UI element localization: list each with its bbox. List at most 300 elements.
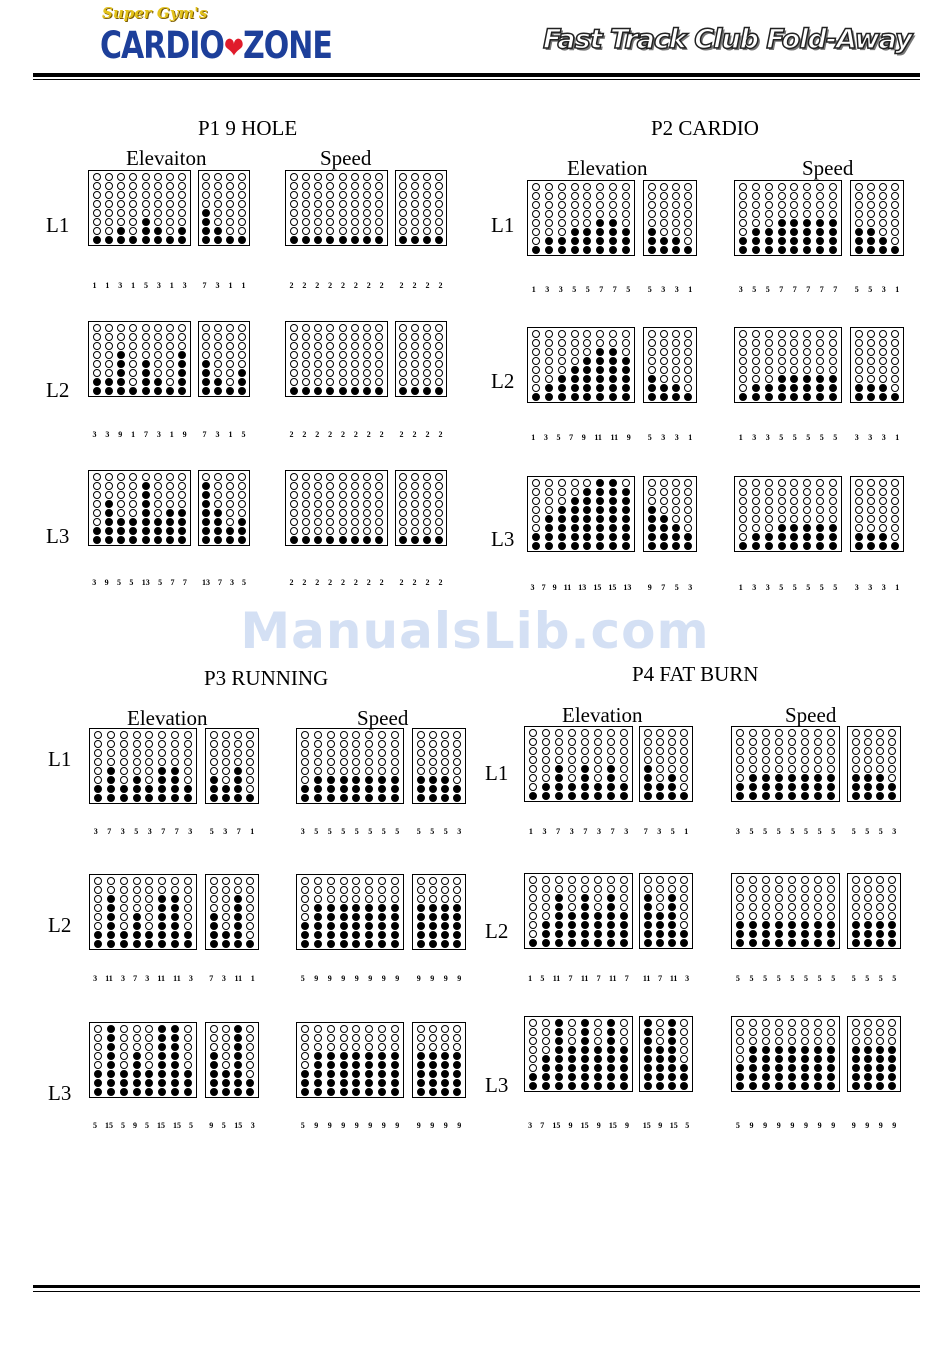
speed-tail-values (850, 433, 904, 442)
led-dot-off (423, 369, 431, 377)
led-dot-off (867, 201, 875, 209)
profile-value: 7 (819, 285, 824, 294)
led-dot-off (399, 473, 407, 481)
led-dot-off (801, 912, 809, 920)
led-dot-on (214, 536, 222, 544)
led-dot-off (363, 218, 371, 226)
led-dot-off (739, 348, 747, 356)
led-dot-on (568, 930, 576, 938)
led-dot-off (107, 731, 115, 739)
profile-value: 1 (738, 583, 743, 592)
led-dot-off (441, 877, 449, 885)
led-dot-on (581, 792, 589, 800)
led-dot-on (314, 776, 322, 784)
led-dot-on (668, 930, 676, 938)
profile-value: 3 (221, 974, 226, 983)
led-dot-off (290, 518, 298, 526)
led-dot-off (672, 228, 680, 236)
led-dot-on (214, 509, 222, 517)
led-dot-off (529, 1046, 537, 1054)
led-dot-off (852, 756, 860, 764)
profile-value: 5 (327, 827, 332, 836)
led-dot-off (246, 904, 254, 912)
led-dot-off (827, 912, 835, 920)
led-dot-on (609, 237, 617, 245)
led-dot-off (749, 747, 757, 755)
led-dot-off (775, 912, 783, 920)
profile-value: 2 (399, 578, 404, 587)
led-dot-on (222, 794, 230, 802)
led-dot-on (829, 375, 837, 383)
profile-value: 2 (302, 430, 307, 439)
led-dot-on (314, 913, 322, 921)
led-dot-on (365, 1079, 373, 1087)
led-dot-on (555, 792, 563, 800)
profile-value: 1 (688, 433, 693, 442)
led-dot-on (867, 533, 875, 541)
led-dot-on (668, 1064, 676, 1072)
led-dot-on (827, 783, 835, 791)
led-dot-on (378, 922, 386, 930)
led-dot-off (775, 756, 783, 764)
led-dot-on (801, 921, 809, 929)
led-dot-off (417, 731, 425, 739)
led-dot-off (326, 200, 334, 208)
profile-value: 9 (341, 974, 346, 983)
led-dot-off (314, 324, 322, 332)
led-dot-on (93, 236, 101, 244)
led-dot-off (672, 219, 680, 227)
led-dot-off (660, 228, 668, 236)
led-dot-on (581, 1073, 589, 1081)
led-dot-off (184, 749, 192, 757)
led-dot-on (365, 1061, 373, 1069)
led-dot-off (351, 482, 359, 490)
led-dot-off (246, 740, 254, 748)
led-dot-off (429, 758, 437, 766)
led-dot-on (879, 542, 887, 550)
led-dot-off (736, 729, 744, 737)
led-dot-off (558, 201, 566, 209)
led-dot-off (739, 210, 747, 218)
led-dot-on (803, 384, 811, 392)
led-dot-on (453, 913, 461, 921)
led-dot-off (210, 1043, 218, 1051)
led-dot-off (375, 333, 383, 341)
led-dot-on (594, 921, 602, 929)
led-dot-off (855, 506, 863, 514)
led-dot-off (411, 333, 419, 341)
led-dot-off (226, 500, 234, 508)
led-dot-on (107, 895, 115, 903)
led-dot-off (178, 200, 186, 208)
led-dot-on (620, 792, 628, 800)
led-dot-off (222, 731, 230, 739)
led-dot-on (752, 384, 760, 392)
led-dot-on (668, 903, 676, 911)
led-dot-on (290, 236, 298, 244)
led-dot-off (609, 330, 617, 338)
profile-value: 7 (107, 827, 112, 836)
led-dot-off (790, 348, 798, 356)
led-dot-off (391, 740, 399, 748)
profile-value: 7 (161, 827, 166, 836)
led-dot-off (435, 342, 443, 350)
led-dot-off (339, 324, 347, 332)
led-dot-on (246, 940, 254, 948)
led-dot-on (788, 1073, 796, 1081)
led-dot-on (648, 542, 656, 550)
led-dot-off (453, 740, 461, 748)
led-dot-off (542, 1037, 550, 1045)
led-dot-on (864, 1064, 872, 1072)
led-dot-off (568, 738, 576, 746)
led-dot-on (441, 1070, 449, 1078)
led-dot-off (555, 885, 563, 893)
led-dot-off (105, 209, 113, 217)
led-dot-on (684, 246, 692, 254)
led-dot-off (879, 330, 887, 338)
led-dot-on (876, 783, 884, 791)
led-dot-off (778, 366, 786, 374)
led-dot-off (171, 758, 179, 766)
elevation-profile-grid (524, 1016, 633, 1092)
led-dot-off (417, 1043, 425, 1051)
profile-value: 9 (803, 1121, 808, 1130)
led-dot-off (222, 1025, 230, 1033)
profile-value: 5 (143, 281, 148, 290)
profile-value: 5 (854, 285, 859, 294)
led-dot-on (545, 246, 553, 254)
led-dot-off (375, 342, 383, 350)
led-dot-off (583, 210, 591, 218)
led-dot-off (571, 330, 579, 338)
led-dot-off (545, 357, 553, 365)
led-dot-off (214, 342, 222, 350)
led-dot-on (814, 783, 822, 791)
led-dot-on (684, 533, 692, 541)
led-dot-off (739, 384, 747, 392)
profile-value: 5 (540, 974, 545, 983)
led-dot-off (607, 738, 615, 746)
led-dot-on (801, 1064, 809, 1072)
header-rule (33, 73, 920, 77)
led-dot-on (581, 930, 589, 938)
led-dot-off (94, 877, 102, 885)
led-dot-off (339, 360, 347, 368)
led-dot-off (423, 360, 431, 368)
led-dot-off (891, 479, 899, 487)
led-dot-off (607, 756, 615, 764)
led-dot-off (391, 1034, 399, 1042)
led-dot-on (178, 527, 186, 535)
profile-value: 9 (658, 1121, 663, 1130)
led-dot-on (441, 1061, 449, 1069)
led-dot-on (142, 527, 150, 535)
led-dot-off (814, 912, 822, 920)
elevation-tail-values (643, 285, 697, 294)
led-dot-on (762, 792, 770, 800)
profile-value: 3 (868, 433, 873, 442)
speed-tail-grid (847, 873, 901, 949)
led-dot-off (326, 491, 334, 499)
led-dot-off (852, 738, 860, 746)
level-label: L3 (485, 1073, 509, 1097)
led-dot-off (214, 482, 222, 490)
led-dot-off (852, 747, 860, 755)
led-dot-off (775, 1037, 783, 1045)
led-dot-off (855, 183, 863, 191)
led-dot-on (314, 1088, 322, 1096)
led-dot-off (801, 747, 809, 755)
led-dot-off (222, 776, 230, 784)
led-dot-on (314, 940, 322, 948)
elevation-tail-values (639, 1121, 693, 1130)
led-dot-off (816, 183, 824, 191)
led-dot-on (184, 931, 192, 939)
led-dot-off (166, 209, 174, 217)
led-dot-off (672, 375, 680, 383)
led-dot-off (644, 729, 652, 737)
led-dot-off (545, 339, 553, 347)
led-dot-off (672, 506, 680, 514)
led-dot-on (581, 1055, 589, 1063)
led-dot-on (166, 518, 174, 526)
led-dot-on (555, 774, 563, 782)
led-dot-off (166, 378, 174, 386)
led-dot-on (352, 785, 360, 793)
led-dot-on (142, 378, 150, 386)
led-dot-on (301, 1079, 309, 1087)
led-dot-on (178, 351, 186, 359)
led-dot-off (238, 218, 246, 226)
led-dot-on (609, 366, 617, 374)
led-dot-off (375, 209, 383, 217)
led-dot-off (648, 183, 656, 191)
profile-value: 7 (779, 285, 784, 294)
led-dot-on (555, 1019, 563, 1027)
profile-value: 3 (543, 433, 548, 442)
led-dot-off (594, 1037, 602, 1045)
led-dot-on (607, 783, 615, 791)
profile-value: 1 (738, 433, 743, 442)
led-dot-off (290, 218, 298, 226)
led-dot-off (129, 473, 137, 481)
led-dot-off (864, 765, 872, 773)
led-dot-off (411, 500, 419, 508)
led-dot-off (411, 527, 419, 535)
led-dot-on (801, 1055, 809, 1063)
led-dot-off (399, 209, 407, 217)
led-dot-off (107, 877, 115, 885)
led-dot-on (314, 931, 322, 939)
led-dot-on (399, 236, 407, 244)
led-dot-off (879, 497, 887, 505)
led-dot-off (171, 731, 179, 739)
speed-tail-grid (395, 470, 447, 546)
profile-value: 11 (608, 974, 617, 983)
led-dot-on (234, 931, 242, 939)
led-dot-off (816, 210, 824, 218)
led-dot-off (672, 330, 680, 338)
led-dot-on (680, 930, 688, 938)
led-dot-on (529, 1073, 537, 1081)
led-dot-on (775, 930, 783, 938)
profile-value: 2 (412, 578, 417, 587)
led-dot-off (129, 500, 137, 508)
led-dot-off (178, 491, 186, 499)
led-dot-off (246, 913, 254, 921)
profile-value: 5 (851, 974, 856, 983)
led-dot-off (351, 218, 359, 226)
led-dot-off (378, 749, 386, 757)
led-dot-off (120, 886, 128, 894)
led-dot-on (736, 1064, 744, 1072)
led-dot-off (752, 497, 760, 505)
led-dot-off (852, 885, 860, 893)
led-dot-on (788, 921, 796, 929)
led-dot-off (351, 173, 359, 181)
led-dot-on (222, 1079, 230, 1087)
led-dot-off (622, 210, 630, 218)
profile-value: 7 (202, 430, 207, 439)
level-label: L3 (48, 1081, 72, 1105)
led-dot-off (166, 500, 174, 508)
led-dot-off (752, 348, 760, 356)
led-dot-on (327, 922, 335, 930)
led-dot-off (827, 1019, 835, 1027)
profile-value: 7 (569, 433, 574, 442)
led-dot-on (620, 912, 628, 920)
led-dot-off (827, 756, 835, 764)
led-dot-on (583, 515, 591, 523)
led-dot-off (226, 324, 234, 332)
led-dot-off (568, 885, 576, 893)
elevation-values (524, 974, 633, 983)
led-dot-off (607, 876, 615, 884)
led-dot-off (435, 200, 443, 208)
profile-value: 5 (865, 827, 870, 836)
led-dot-on (314, 922, 322, 930)
led-dot-off (739, 330, 747, 338)
led-dot-off (891, 201, 899, 209)
led-dot-off (411, 200, 419, 208)
cardio-zone-logo (100, 4, 332, 68)
led-dot-off (365, 731, 373, 739)
led-dot-off (778, 357, 786, 365)
led-dot-on (852, 930, 860, 938)
led-dot-on (762, 1055, 770, 1063)
profile-value: 3 (661, 433, 666, 442)
profile-value: 7 (568, 974, 573, 983)
profile-value: 15 (608, 1121, 617, 1130)
led-dot-off (778, 479, 786, 487)
profile-value: 2 (340, 430, 345, 439)
led-dot-on (644, 903, 652, 911)
profile-value: 1 (684, 827, 689, 836)
led-dot-off (867, 488, 875, 496)
led-dot-off (142, 182, 150, 190)
led-dot-off (778, 506, 786, 514)
led-dot-off (829, 201, 837, 209)
led-dot-on (178, 378, 186, 386)
led-dot-on (545, 384, 553, 392)
led-dot-on (558, 375, 566, 383)
profile-value: 5 (792, 583, 797, 592)
led-dot-off (129, 351, 137, 359)
led-dot-on (171, 785, 179, 793)
led-dot-on (827, 774, 835, 782)
led-dot-on (158, 931, 166, 939)
led-dot-on (435, 236, 443, 244)
led-dot-off (568, 729, 576, 737)
led-dot-off (545, 348, 553, 356)
led-dot-on (145, 785, 153, 793)
led-dot-off (778, 515, 786, 523)
led-dot-on (226, 387, 234, 395)
profile-value: 5 (129, 578, 134, 587)
profile-value: 5 (833, 433, 838, 442)
led-dot-off (684, 348, 692, 356)
led-dot-off (558, 497, 566, 505)
led-dot-off (93, 182, 101, 190)
led-dot-off (210, 877, 218, 885)
profile-value: 2 (366, 578, 371, 587)
led-dot-on (762, 1046, 770, 1054)
led-dot-on (656, 1064, 664, 1072)
led-dot-on (736, 921, 744, 929)
led-dot-off (202, 473, 210, 481)
led-dot-off (327, 758, 335, 766)
led-dot-off (532, 515, 540, 523)
led-dot-off (453, 886, 461, 894)
led-dot-off (827, 1037, 835, 1045)
led-dot-off (867, 515, 875, 523)
led-dot-on (352, 794, 360, 802)
led-dot-off (129, 218, 137, 226)
led-dot-on (105, 527, 113, 535)
profile-value: 7 (658, 974, 663, 983)
led-dot-off (888, 1019, 896, 1027)
led-dot-off (644, 747, 652, 755)
profile-value: 9 (395, 974, 400, 983)
led-dot-on (555, 1055, 563, 1063)
led-dot-off (829, 515, 837, 523)
led-dot-off (154, 342, 162, 350)
profile-value: 2 (289, 578, 294, 587)
led-dot-off (879, 366, 887, 374)
led-dot-off (222, 1043, 230, 1051)
profile-value: 15 (234, 1121, 243, 1130)
led-dot-off (238, 200, 246, 208)
led-dot-off (876, 1028, 884, 1036)
led-dot-off (290, 209, 298, 217)
led-dot-on (583, 366, 591, 374)
led-dot-on (571, 228, 579, 236)
profile-value: 2 (289, 281, 294, 290)
led-dot-on (816, 524, 824, 532)
led-dot-on (607, 1028, 615, 1036)
led-dot-on (879, 533, 887, 541)
led-dot-off (558, 339, 566, 347)
profile-value: 3 (854, 433, 859, 442)
led-dot-off (378, 1043, 386, 1051)
led-dot-off (648, 357, 656, 365)
led-dot-off (429, 767, 437, 775)
led-dot-on (879, 393, 887, 401)
led-dot-off (120, 1025, 128, 1033)
led-dot-on (391, 794, 399, 802)
